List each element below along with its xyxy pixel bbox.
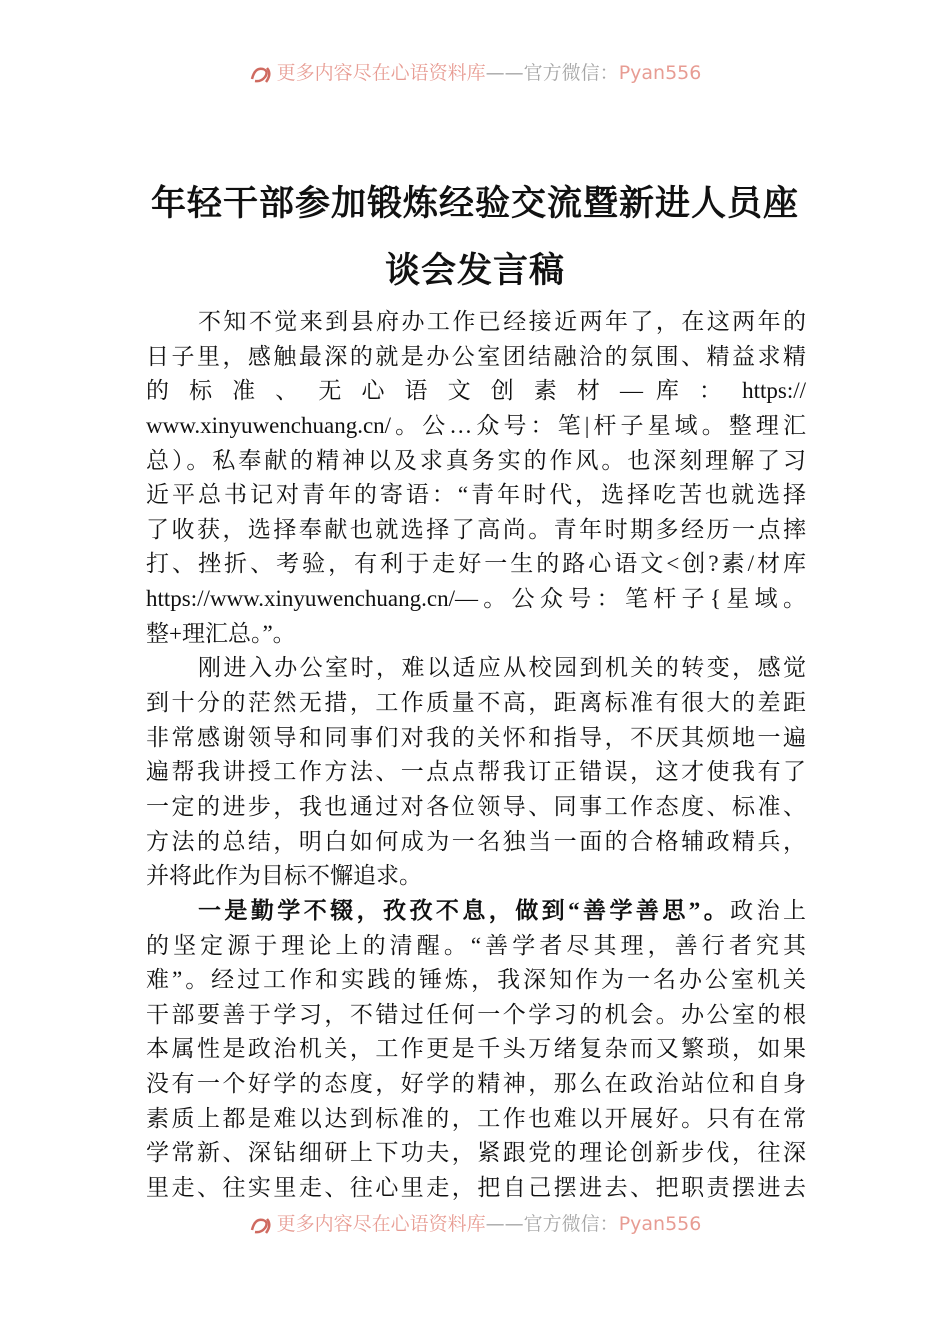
text-line: 总）。私奉献的精神以及求真务实的作风。也深刻理解了习 — [146, 447, 806, 473]
watermark-label: 官方微信： — [523, 1213, 619, 1235]
paragraph — [146, 894, 806, 1206]
text-line: 的坚定源于理论上的清醒。“善学者尽其理，善行者究其 — [146, 932, 806, 958]
text-line: 遍帮我讲授工作方法、一点点帮我订正错误，这才使我有了 — [146, 759, 806, 785]
text-line: 了收获，选择奉献也就选择了高尚。青年时期多经历一点摔 — [146, 516, 806, 542]
text-line: https://www.xinyuwenchuang.cn/—。公众号：笔杆子{星域。 — [146, 586, 806, 612]
watermark-brand: 更多内容尽在心语资料库 — [276, 62, 486, 84]
text-line: 刚进入办公室时，难以适应从校园到机关的转变，感觉 — [198, 655, 806, 681]
footer-watermark — [0, 1209, 950, 1236]
watermark-label: 官方微信： — [523, 62, 619, 84]
text-line: 里走、往实里走、往心里走，把自己摆进去、把职责摆进去 — [146, 1175, 806, 1201]
logo-icon — [249, 65, 273, 83]
text-line: 并将此作为目标不懈追求。 — [146, 863, 422, 889]
text-line: 干部要善于学习，不错过任何一个学习的机会。办公室的根 — [146, 1001, 806, 1027]
text-line: 没有一个好学的态度，好学的精神，那么在政治站位和自身 — [146, 1071, 806, 1097]
text-line: 一定的进步，我也通过对各位领导、同事工作态度、标准、 — [146, 793, 806, 819]
document-body — [146, 305, 806, 1206]
document-title-line1: 年轻干部参加锻炼经验交流暨新进人员座 — [150, 183, 799, 224]
text-line: 方法的总结，明白如何成为一名独当一面的合格辅政精兵， — [146, 828, 806, 854]
text-line: 本属性是政治机关，工作更是千头万绪复杂而又繁琐，如果 — [146, 1036, 806, 1062]
text-line: 到十分的茫然无措，工作质量不高，距离标准有很大的差距 — [146, 690, 806, 716]
text-line: 整+理汇总。”。 — [146, 620, 296, 646]
text-line: 打、挫折、考验，有利于走好一生的路心语文<创?素/材库 — [146, 551, 806, 577]
text-line: 难”。经过工作和实践的锤炼，我深知作为一名办公室机关 — [146, 967, 806, 993]
text-line: 日子里，感触最深的就是办公室团结融洽的氛围、精益求精 — [146, 343, 806, 369]
watermark-id: Pyan556 — [618, 1213, 702, 1235]
paragraph — [146, 651, 806, 893]
paragraph — [146, 305, 806, 651]
watermark-brand: 更多内容尽在心语资料库 — [276, 1213, 486, 1235]
text-line: 的 标 准 、 无 心 语 文 创 素 材 — 库 ： https:// — [146, 378, 806, 404]
text-line: 素质上都是难以达到标准的，工作也难以开展好。只有在常 — [146, 1105, 806, 1131]
text-line: 近平总书记对青年的寄语：“青年时代，选择吃苦也就选择 — [146, 482, 806, 508]
bold-lead: 一是勤学不辍，孜孜不息，做到“善学善思”。 — [198, 897, 731, 923]
text-line: www.xinyuwenchuang.cn/。公…众号：笔|杆子星域。整理汇 — [146, 412, 806, 438]
watermark-id: Pyan556 — [618, 62, 702, 84]
text-line: 学常新、深钻细研上下功夫，紧跟党的理论创新步伐，往深 — [146, 1140, 806, 1166]
text-line: 非常感谢领导和同事们对我的关怀和指导，不厌其烦地一遍 — [146, 724, 806, 750]
line-text: 政治上 — [730, 897, 807, 923]
logo-icon — [249, 1216, 273, 1234]
text-line: 不知不觉来到县府办工作已经接近两年了，在这两年的 — [198, 309, 806, 334]
text-line — [146, 894, 806, 929]
header-watermark — [0, 58, 950, 85]
document-title-line2: 谈会发言稿 — [384, 250, 565, 291]
watermark-sep: —— — [485, 62, 524, 84]
watermark-sep: —— — [485, 1213, 524, 1235]
